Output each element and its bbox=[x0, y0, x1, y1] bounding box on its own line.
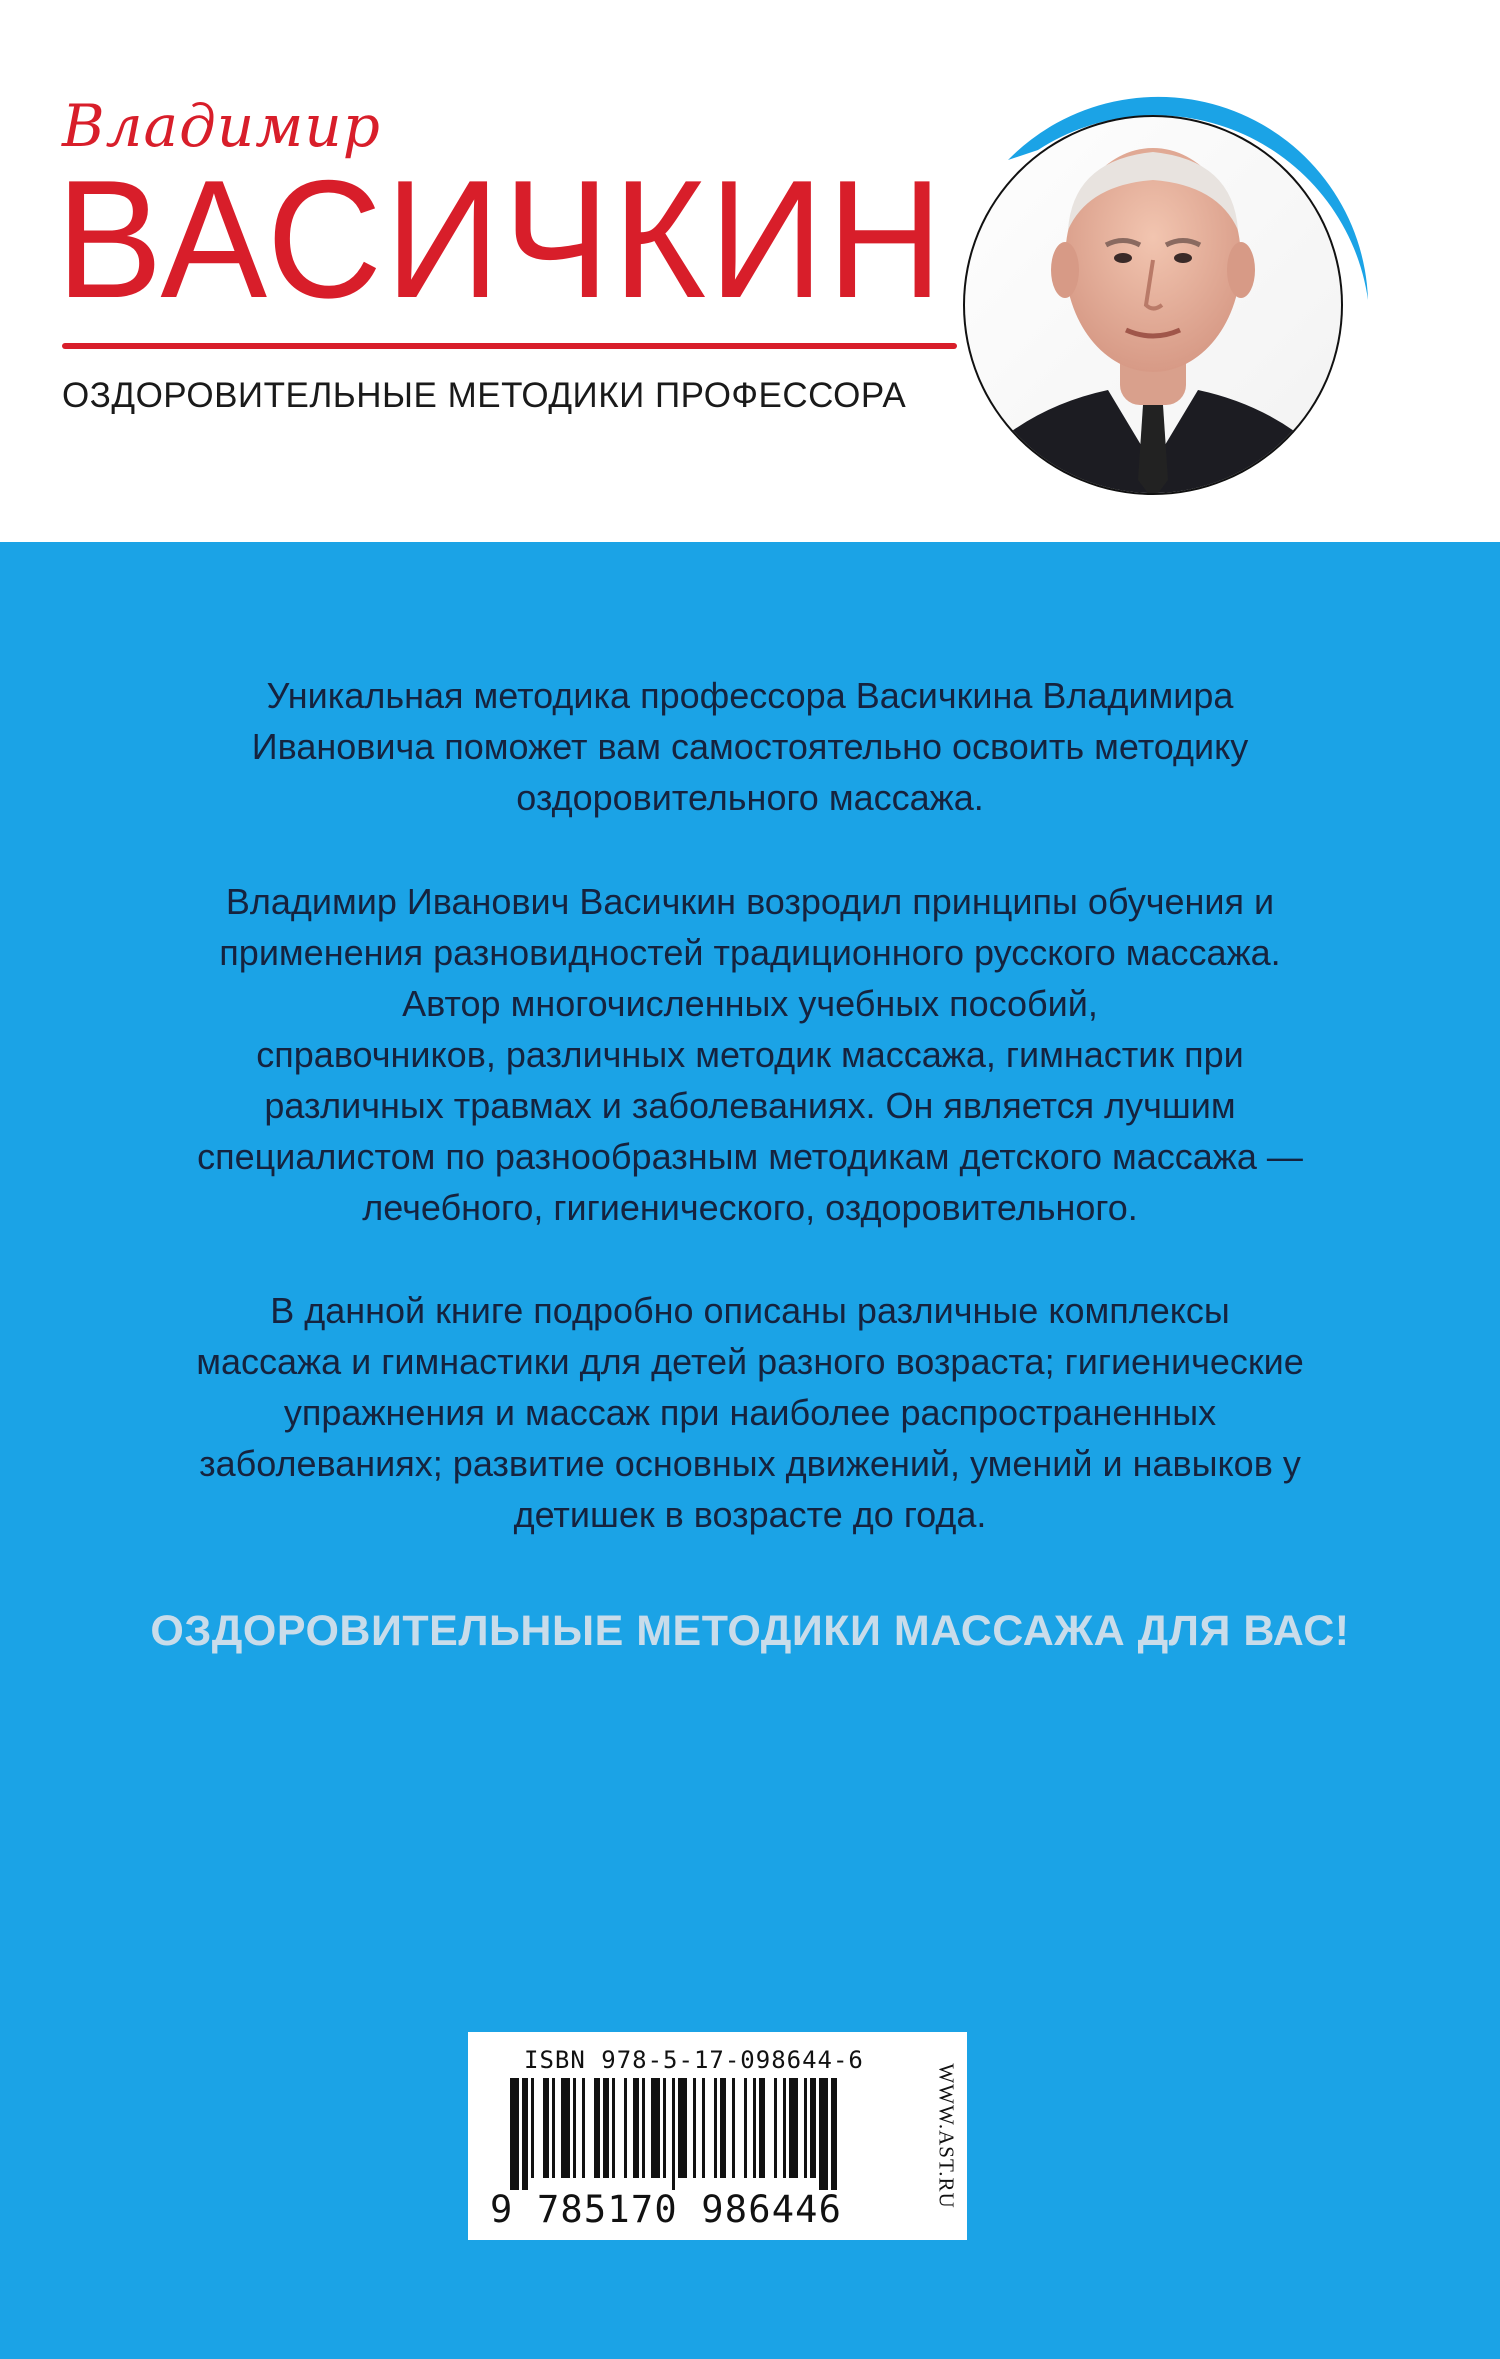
barcode-bar bbox=[831, 2078, 837, 2190]
barcode-bar bbox=[561, 2078, 570, 2178]
bio-line: справочников, различных методик массажа, гимнастик при bbox=[256, 1034, 1244, 1075]
barcode-bar bbox=[612, 2078, 615, 2178]
series-title: ОЗДОРОВИТЕЛЬНЫЕ МЕТОДИКИ ПРОФЕССОРА bbox=[62, 376, 907, 415]
barcode-bar bbox=[642, 2078, 645, 2178]
barcode-icon bbox=[510, 2078, 910, 2190]
barcode-bar bbox=[573, 2078, 576, 2178]
bio-line: Автор многочисленных учебных пособий, bbox=[402, 983, 1098, 1024]
barcode-bar bbox=[732, 2078, 735, 2178]
author-portrait bbox=[948, 60, 1388, 520]
content-line: В данной книге подробно описаны различные комплексы bbox=[270, 1290, 1230, 1331]
title-underline bbox=[62, 343, 957, 349]
barcode-bar bbox=[594, 2078, 600, 2178]
barcode-bar bbox=[633, 2078, 639, 2178]
intro-paragraph bbox=[80, 670, 1420, 823]
barcode-bar bbox=[510, 2078, 519, 2190]
barcode-bar bbox=[582, 2078, 585, 2178]
content-line: упражнения и массаж при наиболее распространенных bbox=[283, 1392, 1217, 1433]
barcode-bar bbox=[783, 2078, 786, 2178]
bio-line: Владимир Иванович Васичкин возродил принципы обучения и bbox=[225, 881, 1275, 922]
isbn-number: ISBN 978-5-17-098644-6 bbox=[524, 2046, 864, 2074]
barcode-bar bbox=[819, 2078, 828, 2190]
barcode-bar bbox=[663, 2078, 666, 2178]
author-last-name: ВАСИЧКИН bbox=[56, 144, 946, 333]
bio-line: применения разновидностей традиционного русского массажа. bbox=[219, 932, 1281, 973]
barcode-bar bbox=[603, 2078, 609, 2178]
cover-header bbox=[0, 0, 1500, 542]
barcode-bar bbox=[744, 2078, 747, 2178]
barcode-bar bbox=[810, 2078, 816, 2178]
content-line: массажа и гимнастики для детей разного возраста; гигиенические bbox=[196, 1341, 1304, 1382]
bio-line: различных травмах и заболеваниях. Он является лучшим bbox=[264, 1085, 1236, 1126]
intro-line: оздоровительного массажа. bbox=[516, 777, 984, 818]
author-bio-paragraph bbox=[80, 876, 1420, 1233]
author-photo-icon bbox=[948, 60, 1388, 520]
barcode-bar bbox=[531, 2078, 534, 2178]
barcode-bar bbox=[702, 2078, 705, 2178]
content-line: детишек в возрасте до года. bbox=[513, 1494, 987, 1535]
barcode-bar bbox=[753, 2078, 756, 2178]
bio-line: специалистом по разнообразным методикам детского массажа — bbox=[197, 1136, 1303, 1177]
barcode-label bbox=[468, 2032, 967, 2240]
intro-line: Уникальная методика профессора Васичкина Владимира bbox=[266, 675, 1234, 716]
barcode-bar bbox=[759, 2078, 765, 2178]
barcode-bar bbox=[714, 2078, 717, 2178]
barcode-bar bbox=[552, 2078, 555, 2178]
book-content-paragraph bbox=[80, 1285, 1420, 1540]
barcode-bar bbox=[672, 2078, 675, 2190]
barcode-bar bbox=[693, 2078, 696, 2178]
barcode-bar bbox=[789, 2078, 798, 2178]
publisher-website: WWW.AST.RU bbox=[934, 2063, 959, 2209]
intro-line: Ивановича поможет вам самостоятельно освоить методику bbox=[251, 726, 1249, 767]
barcode-digits: 9 785170 986446 bbox=[490, 2188, 843, 2231]
content-line: заболеваниях; развитие основных движений, умений и навыков у bbox=[199, 1443, 1301, 1484]
barcode-bar bbox=[543, 2078, 549, 2178]
barcode-bar bbox=[651, 2078, 660, 2178]
author-first-name: Владимир bbox=[62, 92, 381, 160]
slogan: ОЗДОРОВИТЕЛЬНЫЕ МЕТОДИКИ МАССАЖА ДЛЯ ВАС! bbox=[150, 1607, 1350, 1655]
barcode-bar bbox=[624, 2078, 627, 2178]
barcode-bar bbox=[720, 2078, 726, 2178]
barcode-bar bbox=[678, 2078, 687, 2178]
barcode-bar bbox=[774, 2078, 777, 2178]
barcode-bar bbox=[522, 2078, 528, 2190]
barcode-bar bbox=[804, 2078, 807, 2178]
bio-line: лечебного, гигиенического, оздоровительного. bbox=[362, 1187, 1138, 1228]
